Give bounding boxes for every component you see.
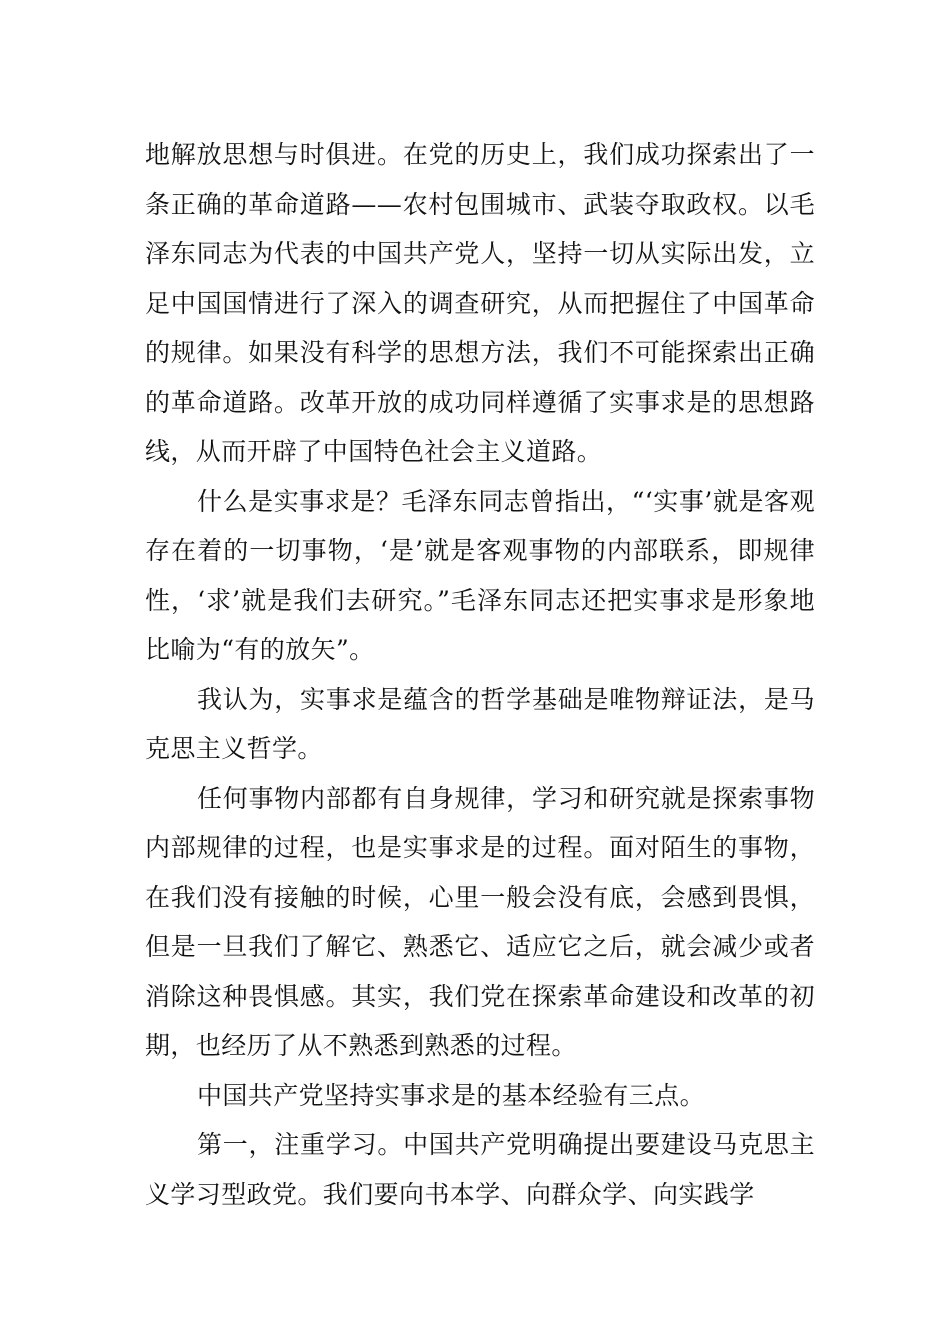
paragraph-3: 我认为，实事求是蕴含的哲学基础是唯物辩证法，是马克思主义哲学。 bbox=[145, 684, 815, 763]
paragraph-5: 中国共产党坚持实事求是的基本经验有三点。 bbox=[197, 1080, 706, 1110]
paragraph-1: 地解放思想与时俱进。在党的历史上，我们成功探索出了一条正确的革命道路——农村包围城市、武装夺取政权。以毛泽东同志为代表的中国共产党人，坚持一切从实际出发，立足中国国情进行了深入的调查研究，从而把握住了中国革命的规律。如果没有科学的思想方法，我们不可能探索出正确的革命道路。改革开放的成功同样遵循了实事求是的思想路线，从而开辟了中国特色社会主义道路。 bbox=[145, 140, 815, 466]
document-body bbox=[145, 130, 815, 1219]
paragraph-4: 任何事物内部都有自身规律，学习和研究就是探索事物内部规律的过程，也是实事求是的过程。面对陌生的事物，在我们没有接触的时候，心里一般会没有底，会感到畏惧，但是一旦我们了解它、熟悉它、适应它之后，就会减少或者消除这种畏惧感。其实，我们党在探索革命建设和改革的初期，也经历了从不熟悉到熟悉的过程。 bbox=[145, 783, 815, 1060]
paragraph-6: 第一，注重学习。中国共产党明确提出要建设马克思主义学习型政党。我们要向书本学、向群众学、向实践学 bbox=[145, 1130, 815, 1209]
paragraph-2: 什么是实事求是？毛泽东同志曾指出，“‘实事’就是客观存在着的一切事物，‘是’就是客观事物的内部联系，即规律性，‘求’就是我们去研究。”毛泽东同志还把实事求是形象地比喻为“有的放矢”。 bbox=[145, 486, 815, 664]
